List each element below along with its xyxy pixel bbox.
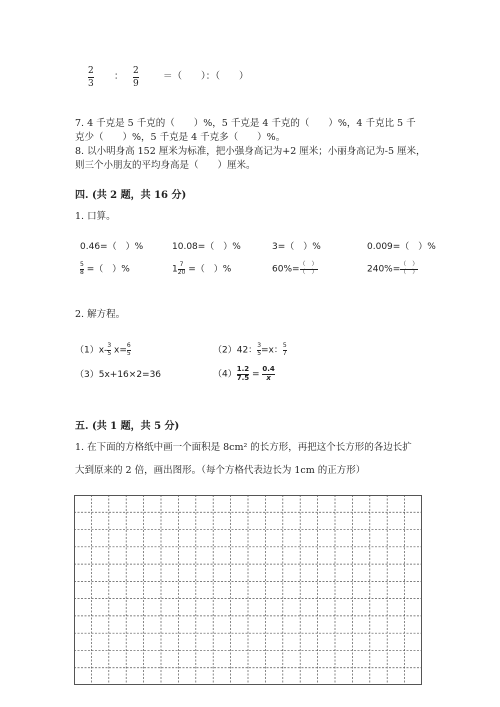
oral-g-pre: 60%= xyxy=(272,264,300,275)
section-4-title: 四. (共 2 题，共 16 分) xyxy=(75,190,187,201)
section5-line1: 1. 在下面的方格纸中画一个面积是 8cm² 的长方形，再把这个长方形的各边长扩 xyxy=(75,442,412,453)
oral-a: 0.46=（ ）% xyxy=(80,242,144,252)
ratio-fraction-1 xyxy=(88,66,94,89)
eq4-pre: （4） xyxy=(213,369,237,380)
denominator: （ ） xyxy=(400,269,419,276)
numerator: 0.4 xyxy=(262,365,275,373)
numerator: 3 xyxy=(257,342,262,349)
oral-f-rest: =（ ）% xyxy=(185,264,232,275)
denominator: 7.5 xyxy=(236,374,250,382)
equation-4 xyxy=(213,366,275,382)
numerator: 7 xyxy=(179,261,184,268)
oral-b: 10.08=（ ）% xyxy=(172,242,241,252)
oral-h-pre: 240%= xyxy=(367,264,401,275)
oral-c: 3=（ ）% xyxy=(272,242,321,252)
denominator: 5 xyxy=(257,350,262,357)
equation-2 xyxy=(213,343,287,358)
numerator: 1.2 xyxy=(236,365,250,373)
numerator: 3 xyxy=(107,342,112,349)
eq1-pre: （1）x- xyxy=(75,345,108,356)
oral-f xyxy=(172,262,231,277)
eq2-pre: （2）42： xyxy=(213,345,258,356)
eq2-mid: =x： xyxy=(261,345,283,356)
q8-line1: 8. 以小明身高 152 厘米为标准，把小强身高记为+2 厘米；小丽身高记为-5 厘米， xyxy=(75,146,426,157)
denominator: 5 xyxy=(107,350,112,357)
q7-line1: 7. 4 千克是 5 千克的（ ）%，5 千克是 4 千克的（ ）%，4 千克比 5 千 xyxy=(75,118,416,129)
ratio-colon: ： xyxy=(114,71,124,82)
denominator: 8 xyxy=(80,269,84,276)
numerator: 6 xyxy=(126,342,131,349)
q2-title: 2. 解方程。 xyxy=(75,309,126,320)
denominator: 3 xyxy=(88,79,94,89)
eq4-mid: = xyxy=(249,369,263,380)
numerator: 5 xyxy=(80,261,84,268)
oral-h xyxy=(367,262,418,277)
numerator: 2 xyxy=(133,66,139,76)
numerator: 2 xyxy=(88,66,94,76)
denominator: 5 xyxy=(126,350,131,357)
section-5-title: 五. (共 1 题，共 5 分) xyxy=(75,421,180,432)
q1-title: 1. 口算。 xyxy=(75,211,116,222)
denominator: 20 xyxy=(177,269,186,276)
equation-3: （3）5x+16×2=36 xyxy=(75,370,162,380)
oral-g xyxy=(272,262,318,277)
denominator: （ ） xyxy=(299,269,318,276)
oral-e xyxy=(80,262,130,277)
numerator: （ ） xyxy=(299,261,318,268)
denominator: 7 xyxy=(282,350,287,357)
q7-line2: 克少（ ）%，5 千克是 4 千克多（ ）%。 xyxy=(75,132,286,143)
numerator: （ ） xyxy=(400,261,419,268)
whole: 1 xyxy=(172,264,178,275)
oral-e-rest: =（ ）% xyxy=(83,264,130,275)
denominator: x xyxy=(266,374,271,382)
ratio-fraction-2 xyxy=(133,66,139,89)
equation-1 xyxy=(75,343,131,358)
q8-line2: 则三个小朋友的平均身高是（ ）厘米。 xyxy=(75,160,256,171)
section5-line2: 大到原来的 2 倍，画出图形。（每个方格代表边长为 1cm 的正方形） xyxy=(75,465,366,476)
grid-paper[interactable] xyxy=(74,495,422,685)
denominator: 9 xyxy=(133,79,139,89)
numerator: 5 xyxy=(282,342,287,349)
eq1-mid: x= xyxy=(111,345,127,356)
ratio-rhs: ＝（ ）：（ ） xyxy=(163,71,249,82)
oral-d: 0.009=（ ）% xyxy=(367,242,436,252)
